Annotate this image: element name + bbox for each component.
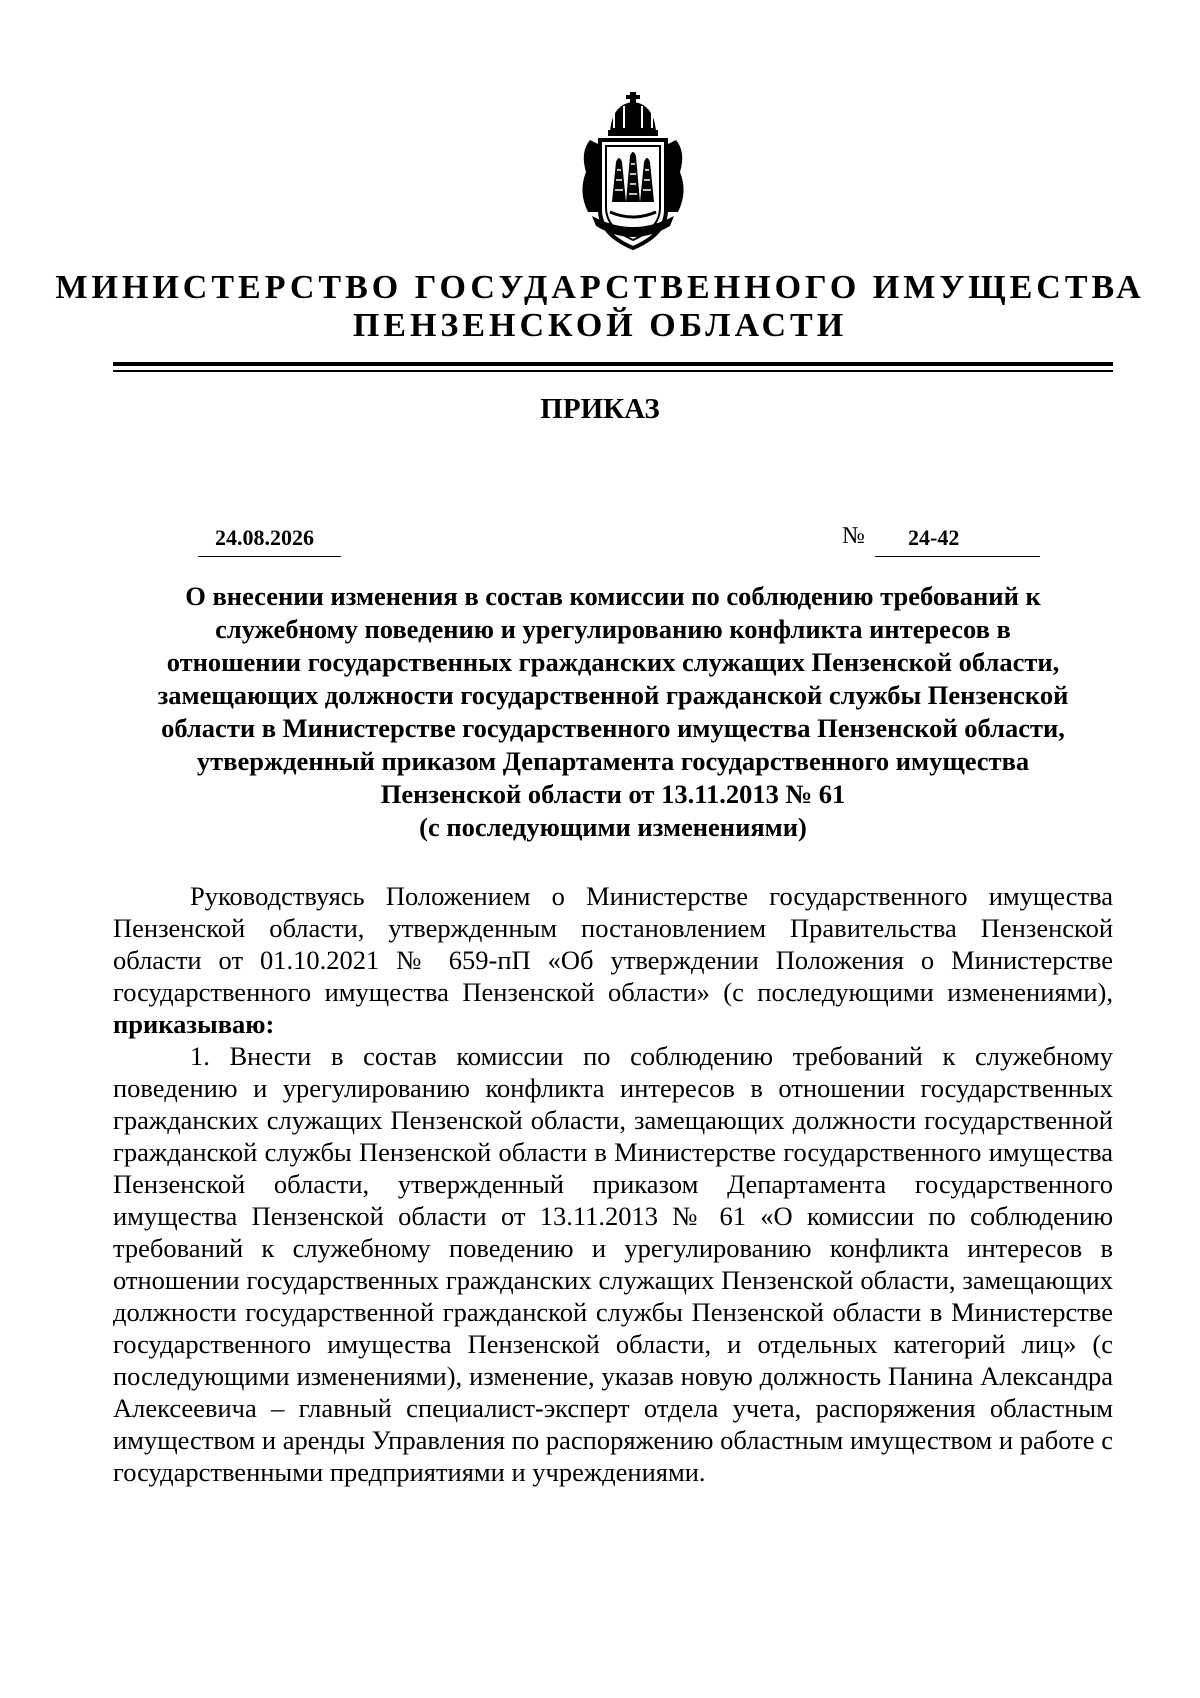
document-date-field [198, 523, 341, 557]
order-keyword: приказываю: [113, 1009, 275, 1039]
document-type: ПРИКАЗ [540, 393, 660, 425]
document-body [113, 880, 1113, 1488]
title-line: служебному поведению и урегулированию конфликта интересов в [215, 614, 1011, 644]
number-sign: № [842, 523, 865, 549]
coat-of-arms-icon [572, 92, 694, 252]
preamble-paragraph [113, 880, 1113, 1040]
ministry-name-line-2: ПЕНЗЕНСКОЙ ОБЛАСТИ [352, 307, 848, 344]
clause-1-paragraph: 1. Внести в состав комиссии по соблюдению требований к служебному поведению и урегулированию конфликта интересов в отношении государственных гражданских служащих Пензенской области, замещающих должности государственной гражданской службы Пензенской области в Министерстве государственного имущества Пензенской области, утвержденный приказом Департамента государственного имущества Пензенской области от 13.11.2013 № 61 «О комиссии по соблюдению требований к служебному поведению и урегулированию конфликта интересов в отношении государственных гражданских служащих Пензенской области, замещающих должности государственной гражданской службы Пензенской области в Министерстве государственного имущества Пензенской области, и отдельных категорий лиц» (с последующими изменениями), изменение, указав новую должность Панина Александра Алексеевича – главный специалист-эксперт отдела учета, распоряжения областным имуществом и аренды Управления по распоряжению областным имуществом и работе с государственными предприятиями и учреждениями. [113, 1041, 1113, 1487]
title-line: О внесении изменения в состав комиссии по соблюдению требований к [185, 581, 1041, 611]
title-line: утвержденный приказом Департамента государственного имущества [196, 746, 1030, 776]
document-number-field [875, 523, 1040, 557]
title-line: Пензенской области от 13.11.2013 № 61 [380, 779, 846, 809]
header-divider-thick [113, 362, 1113, 366]
document-date: 24.08.2026 [215, 525, 314, 550]
ministry-name-line-1: МИНИСТЕРСТВО ГОСУДАРСТВЕННОГО ИМУЩЕСТВА [55, 269, 1145, 306]
document-title [113, 580, 1113, 844]
title-line: отношении государственных гражданских служащих Пензенской области, [166, 647, 1060, 677]
preamble-text: Руководствуясь Положением о Министерстве государственного имущества Пензенской области, утвержденным постановлением Правительства Пензенской области от 01.10.2021 № 659-пП «Об утверждении Положения о Министерстве государственного имущества Пензенской области» (с последующими изменениями), [113, 881, 1113, 1007]
header-divider-thin [113, 370, 1113, 372]
document-number: 24-42 [908, 525, 960, 550]
title-line: (с последующими изменениями) [419, 812, 807, 842]
title-line: области в Министерстве государственного имущества Пензенской области, [161, 713, 1065, 743]
title-line: замещающих должности государственной гражданской службы Пензенской [157, 680, 1069, 710]
